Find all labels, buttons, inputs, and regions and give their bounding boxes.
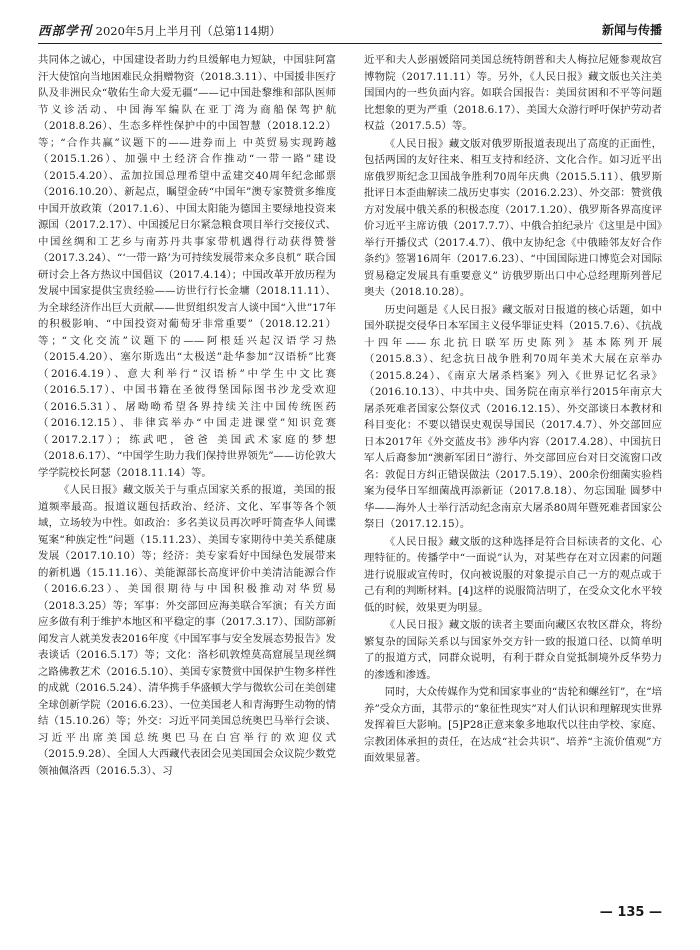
paragraph: 共同体之诚心，中国建设者助力约旦缓解电力短缺，中国驻阿富汗大使馆向当地困难民众捐赠物资（2018.3.11）、中国援非医疗队及非洲民众“敬佑生命大爱无疆”——记中国赴黎维和部队医师节义诊活动、中国海军编队在亚丁湾为商船保驾护航（2018.8.26）、生态多样性保护中的中国智慧（2018.12.2）等；“合作共赢”议题下的——进券而上 中英贸易实现跨越（2015.1.26）、加强中土经济合作推动“一带一路”建设（2015.4.20）、孟加拉国总理希望中孟建交40周年纪念邮票（2016.10.20）、新起点，瞩望金砖“中国年”澳专家赞赏多维度中国开放政策（2017.1.6）、中国太阳能为德国主要绿地投资来源国（2017.2.17）、中国援尼日尔紧急粮食项目举行交接仪式、中国丝绸和工艺乡与南苏丹共事家带机遇得行动获得赞誉（2017.3.24）、“‘一带一路’为可持续发展带来众多良机” 联合国研讨会上各方热议中国倡议（2017.4.14）；中国改革开放历程为发展中国家提供宝贵经验——访世行行长金墉（2018.11.11）、为全球经济作出巨大贡献——世贸组织发言人谈中国“入世”17年的积极影响、“中国投资对葡萄牙非常重要”（2018.12.21）等；“文化交流”议题下的——阿根廷兴起汉语学习热（2015.4.20）、塞尔斯选出“太极送”赴华参加“汉语桥”比赛（2016.4.19）、意大利举行“汉语桥”中学生中文比赛（2016.5.17）、中国书籍在圣彼得堡国际图书沙龙受欢迎（2016.5.31）、屠呦呦希望各界持续关注中国传统医药（2016.12.15）、非律宾举办“中国走进课堂”知识竞赛（2017.2.17）；练武吧，爸爸 美国武术家庭的梦想（2018.6.17）、“中国学生助力我们保持世界领先”——访伦敦大学学院校长阿瑟（2018.11.14）等。 [38,54,336,479]
header-journal-info [38,21,281,39]
paragraph: 《人民日报》藏文版的这种选择是符合目标读者的文化、心理特征的。传播学中“一面说”认为，对某些存在对立因素的问题进行说服或宣传时，仅向被说服的对象提示自己一方的观点或于己有利的判断材料。[4]这样的说服简洁明了，在受众文化水平较低的时候，效果更为明显。 [364,535,662,614]
section-title: 新闻与传播 [601,23,662,37]
paragraph: 近平和夫人彭丽媛陪同美国总统特朗普和夫人梅拉尼娅参观故宫博物院（2017.11.11）等。另外，《人民日报》藏文版也关注美国国内的一些负面内容。如联合国报告：美国贫困和不平等问题比想象的更为严重（2018.6.17）、美国大众游行呼吁保护劳动者权益（2017.5.5）等。 [364,54,662,132]
issue-info: 2020年5月上半月刊（总第114期） [95,24,281,38]
running-header [38,17,662,44]
paragraph: 历史问题是《人民日报》藏文版对日报道的核心话题，如中国外联提交侵华日本军国主义侵华罪证史料（2015.7.6）、《抗战十四年——东北抗日联军历史陈列》基本陈列开展（2015.8.3）、纪念抗日战争胜利70周年美术大展在京举办（2015.8.24）、《南京大屠杀档案》列入《世界记忆名录》（2016.10.13）、中共中央、国务院在南京举行2015年南京大屠杀死难者国家公祭仪式（2016.12.15）、外交部谈日本教材和科目变化：不要以错误史观误导国民（2017.4.7）、外交部回应日本2017年《外交蓝皮书》涉华内容（2017.4.28）、中国抗日军人后裔参加“澳新军团日”游行、外交部回应台对日交流窗口改名：敦促日方纠正错误做法（2017.5.19）、200余份细菌实验档案为侵华日军细菌战再添新证（2017.8.18）、勿忘国耻 圆梦中华——海外人士举行活动纪念南京大屠杀80周年暨死难者国家公祭日（2017.12.15）。 [364,303,662,530]
paragraph: 《人民日报》藏文版的读者主要面向藏区农牧区群众，将纷繁复杂的国际关系以与国家外交方针一致的报道口径、以简单明了的报道方式，同群众说明，有利于群众自觉抵制境外反华势力的渗透和渗透。 [364,619,662,681]
journal-title: 西部学刊 [38,23,93,38]
left-column [38,52,336,897]
paragraph: 《人民日报》藏文版关于与重点国家关系的报道，美国的报道频率最高。报道议题包括政治、经济、文化、军事等各个领域，立场较为中性。如政治：多名美议员再次呼吁简查华人间谍冤案“种族定性”问题（15.11.23）、美国专家期待中美关系健康发展（2017.10.10）等；经济：美专家看好中国绿色发展带来的新机遇（15.11.16）、美能源部长高度评价中美清洁能源合作（2016.6.23）、美国很期待与中国积极推动对华贸易（2018.3.25）等；军事：外交部回应海美联合军演；有关方面应多做有利于维护本地区和平稳定的事（2017.3.17）、国防部新闻发言人就美发表2016年度《中国军事与安全发展态势报告》发表谈话（2016.5.17）等；文化：洛杉矶敦煌莫高窟展呈现丝绸之路佛教艺术（2016.5.10）、美国专家赞赏中国保护生物多样性的成就（2016.5.24）、清华携手华盛顿大学与微软公司在美创建全球创新学院（2016.6.23）、一位美国老人和青海野生动物的情结（15.10.26）等；外交：习近平同美国总统奥巴马举行会谈、习近平出席美国总统奥巴马在白宫举行的欢迎仪式（2015.9.28）、全国人大西藏代表团会见美国国会众议院少数党领袖佩洛西（2016.5.3）、习 [38,484,336,777]
right-column [364,52,662,897]
paragraph: 《人民日报》藏文版对俄罗斯报道表现出了高度的正面性，包括两国的友好往来、相互支持和经济、文化合作。如习近平出席俄罗斯纪念卫国战争胜利70周年庆典（2015.5.11）、俄罗斯批评日本歪曲解读二战历史事实（2016.2.23）、外交部：赞赏俄方对发展中俄关系的积极态度（2017.1.20）、俄罗斯各界高度评价习近平主席访俄（2017.7.7）、中俄合拍纪录片《这里是中国》举行开播仪式（2017.4.7）、俄中友协纪念《中俄睦邻友好合作条约》签署16周年（2017.6.23）、“中国国际进口博览会对国际贸易稳定发展具有重要意义” 访俄罗斯出口中心总经理斯列普尼奥夫（2018.10.28）。 [364,137,662,298]
paragraph: 同时，大众传媒作为党和国家事业的“齿轮和螺丝钉”，在“培养”受众方面，其带示的“象征性现实”对人们认识和理解现实世界发挥着巨大影响。[5]P28正意来象多地取代以往由学校、家庭、宗教团体承担的责任，在达成“社会共识”、培养“主流价值观”方面效果显著。 [364,686,662,764]
page-number: — 135 — [599,905,662,920]
